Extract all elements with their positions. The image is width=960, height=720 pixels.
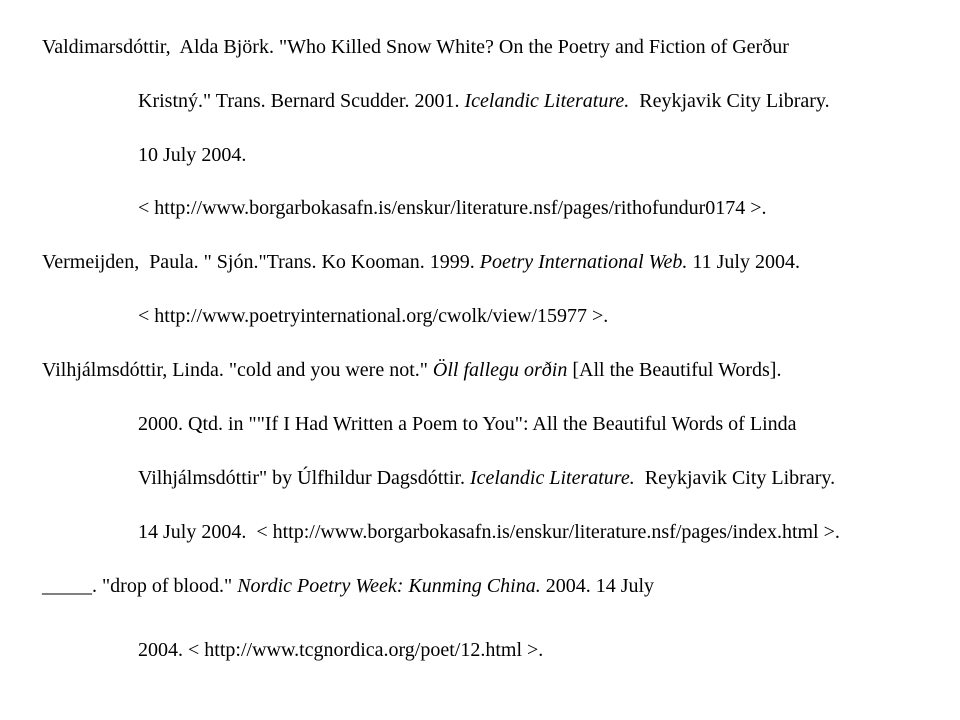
citation-text: Vilhjálmsdóttir, Linda. "cold and you were not." — [42, 359, 433, 381]
citation-text: _____. "drop of blood." — [42, 575, 238, 597]
citation-text: Reykjavik City Library. — [634, 467, 836, 489]
citation-title-italic: Poetry International Web. — [479, 251, 688, 273]
citation-continuation-line — [138, 196, 767, 220]
citation-continuation-line — [138, 143, 246, 167]
citation-text: 10 July 2004. — [138, 144, 247, 166]
citation-text: < http://www.poetryinternational.org/cwolk/view/15977 >. — [138, 305, 609, 327]
citation-title-italic: Nordic Poetry Week: Kunming China. — [237, 575, 541, 597]
citation-text: 2004. < http://www.tcgnordica.org/poet/12.html >. — [138, 639, 544, 661]
citation-text: [All the Beautiful Words]. — [567, 359, 782, 381]
citation-first-line — [42, 35, 789, 59]
citation-text: 2004. 14 July — [540, 575, 655, 597]
citation-text: 11 July 2004. — [687, 251, 800, 273]
citation-continuation-line — [138, 520, 840, 544]
citation-first-line — [42, 358, 781, 382]
citation-text: Reykjavik City Library. — [629, 90, 830, 112]
citation-text: < http://www.borgarbokasafn.is/enskur/literature.nsf/pages/rithofundur0174 >. — [138, 197, 767, 219]
citation-text: 14 July 2004. < http://www.borgarbokasafn.is/enskur/literature.nsf/pages/index.html >. — [138, 521, 840, 543]
citation-text: Kristný." Trans. Bernard Scudder. 2001. — [138, 90, 465, 112]
citation-continuation-line — [138, 412, 797, 436]
citation-continuation-line — [138, 638, 543, 662]
citation-title-italic: Icelandic Literature. — [464, 90, 630, 112]
citation-title-italic: Öll fallegu orðin — [432, 359, 568, 381]
citation-continuation-line — [138, 89, 830, 113]
citation-first-line — [42, 574, 654, 598]
citation-text: Valdimarsdóttir, Alda Björk. "Who Killed Snow White? On the Poetry and Fiction of Gerður — [42, 36, 789, 58]
citation-first-line — [42, 250, 800, 274]
citation-title-italic: Icelandic Literature. — [469, 467, 635, 489]
citation-continuation-line — [138, 304, 608, 328]
citation-text: Vilhjálmsdóttir" by Úlfhildur Dagsdóttir. — [138, 467, 470, 489]
citation-text: Vermeijden, Paula. " Sjón."Trans. Ko Kooman. 1999. — [42, 251, 480, 273]
citation-text: 2000. Qtd. in ""If I Had Written a Poem to You": All the Beautiful Words of Linda — [138, 413, 797, 435]
citation-continuation-line — [138, 466, 835, 490]
